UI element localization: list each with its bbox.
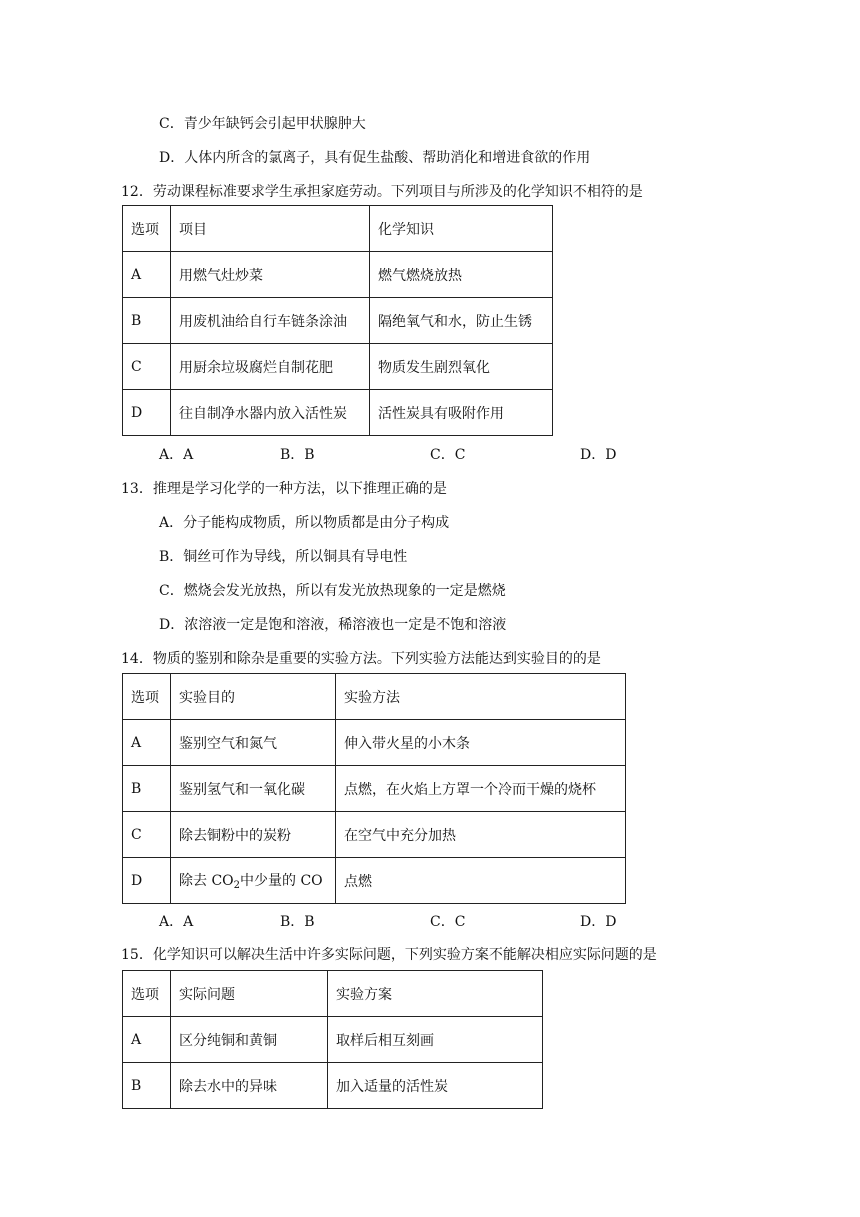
table-cell: 除去水中的异味 [171,1063,328,1109]
table-cell: 在空气中充分加热 [336,812,626,858]
table-row [123,766,626,812]
q15-stem: 15．化学知识可以解决生活中许多实际问题，下列实验方案不能解决相应实际问题的是 [121,947,657,963]
answer-option-d[interactable]: D．D [580,447,617,463]
table-row [123,720,626,766]
table-header-cell: 选项 [123,971,171,1017]
table-row [123,252,553,298]
table-cell: 用燃气灶炒菜 [171,252,370,298]
table-cell: C [123,812,171,858]
table-header-cell: 实际问题 [171,971,328,1017]
table-cell: A [123,720,171,766]
formula-text: 中少量的 CO [240,873,323,889]
table-cell: 区分纯铜和黄铜 [171,1017,328,1063]
table-cell: 燃气燃烧放热 [370,252,553,298]
table-cell: C [123,344,171,390]
answer-option-a[interactable]: A．A [159,447,194,463]
table-row [123,858,626,904]
table-row [123,812,626,858]
q12-stem: 12．劳动课程标准要求学生承担家庭劳动。下列项目与所涉及的化学知识不相符的是 [121,184,643,200]
answer-option-a[interactable]: A．A [159,914,194,930]
table-header-cell: 化学知识 [370,206,553,252]
answer-option-d[interactable]: D．D [580,914,617,930]
q13-option-c[interactable]: C．燃烧会发光放热，所以有发光放热现象的一定是燃烧 [159,583,506,599]
table-cell: 点燃，在火焰上方罩一个冷而干燥的烧杯 [336,766,626,812]
table-cell: B [123,298,171,344]
table-cell: 用废机油给自行车链条涂油 [171,298,370,344]
q13-option-a[interactable]: A．分子能构成物质，所以物质都是由分子构成 [159,515,450,531]
table-row [123,344,553,390]
q14-table [122,673,626,904]
answer-option-c[interactable]: C．C [430,914,466,930]
table-cell: 加入适量的活性炭 [328,1063,543,1109]
q13-option-d[interactable]: D．浓溶液一定是饱和溶液，稀溶液也一定是不饱和溶液 [159,617,507,633]
table-cell: A [123,1017,171,1063]
table-cell: 活性炭具有吸附作用 [370,390,553,436]
answer-option-b[interactable]: B．B [280,447,315,463]
table-header-cell: 选项 [123,674,171,720]
q13-stem: 13．推理是学习化学的一种方法，以下推理正确的是 [121,481,447,497]
table-cell: B [123,1063,171,1109]
table-cell: 鉴别空气和氮气 [171,720,336,766]
answer-option-b[interactable]: B．B [280,914,315,930]
table-cell: 往自制净水器内放入活性炭 [171,390,370,436]
table-cell: D [123,858,171,904]
q14-answer-options [0,912,860,932]
table-row [123,298,553,344]
q12-answer-options [0,445,860,465]
table-cell: 点燃 [336,858,626,904]
q14-stem: 14．物质的鉴别和除杂是重要的实验方法。下列实验方法能达到实验目的的是 [121,651,601,667]
q12-table [122,205,553,436]
table-cell: A [123,252,171,298]
table-cell: 隔绝氧气和水，防止生锈 [370,298,553,344]
formula-subscript: 2 [233,880,241,891]
table-cell: 除去铜粉中的炭粉 [171,812,336,858]
q11-option-d: D．人体内所含的氯离子，具有促生盐酸、帮助消化和增进食欲的作用 [159,150,591,166]
table-header-cell: 实验方案 [328,971,543,1017]
table-cell: D [123,390,171,436]
table-header-cell: 实验方法 [336,674,626,720]
table-header-row [123,674,626,720]
table-cell: B [123,766,171,812]
table-header-row [123,971,543,1017]
table-header-cell: 选项 [123,206,171,252]
table-cell: 用厨余垃圾腐烂自制花肥 [171,344,370,390]
table-cell: 鉴别氢气和一氧化碳 [171,766,336,812]
table-row [123,1063,543,1109]
table-row [123,390,553,436]
q13-option-b[interactable]: B．铜丝可作为导线，所以铜具有导电性 [159,549,408,565]
table-cell: 取样后相互刻画 [328,1017,543,1063]
answer-option-c[interactable]: C．C [430,447,466,463]
formula-text: 除去 CO [179,873,234,889]
table-row [123,1017,543,1063]
q11-option-c: C．青少年缺钙会引起甲状腺肿大 [159,116,366,132]
q15-table [122,970,543,1109]
table-cell: 伸入带火星的小木条 [336,720,626,766]
table-cell-co2-purpose [171,858,336,904]
table-header-cell: 项目 [171,206,370,252]
table-cell: 物质发生剧烈氧化 [370,344,553,390]
table-header-cell: 实验目的 [171,674,336,720]
table-header-row [123,206,553,252]
